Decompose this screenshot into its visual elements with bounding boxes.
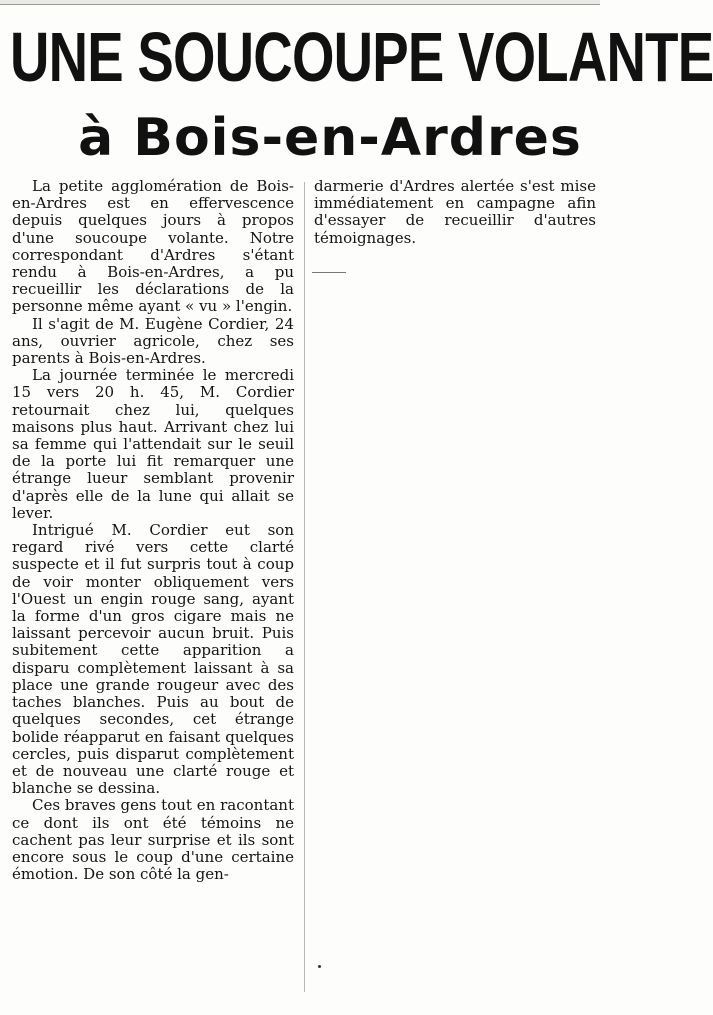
article-headline: UNE SOUCOUPE VOLANTE [10,18,713,96]
print-speck [318,965,321,968]
article-end-rule [312,272,346,273]
column-divider [304,182,305,992]
article-paragraph: Intrigué M. Cordier eut son regard rivé vers cette clarté suspecte et il fut surpris tout à coup de voir monter obliquement vers l'Ouest un engin rouge sang, ayant la forme d'un gros cigare mais ne laissant percevoir aucun bruit. Puis subitement cette apparition a disparu complètement laissant à sa place une grande rougeur avec des taches blanches. Puis au bout de quelques secondes, cet étrange bolide réapparut en faisant quelques cercles, puis disparut complètement et de nouveau une clarté rouge et blanche se dessina. [12,521,294,798]
article-paragraph: La journée terminée le mercredi 15 vers 20 h. 45, M. Cordier retournait chez lui, quelques maisons plus haut. Arrivant chez lui sa femme qui l'attendait sur le seuil de la porte lui fit remarquer une étrange lueur semblant provenir d'après elle de la lune qui allait se lever. [12,366,294,522]
article-subheadline: à Bois-en-Ardres [78,108,582,168]
article-column-left [12,178,294,883]
top-rule [0,0,600,5]
article-column-right [314,178,596,247]
article-paragraph-continued: darmerie d'Ardres alertée s'est mise immédiatement en campagne afin d'essayer de recueillir d'autres témoignages. [314,177,596,247]
article-paragraph: La petite agglomération de Bois-en-Ardres est en effervescence depuis quelques jours à propos d'une soucoupe volante. Notre correspondant d'Ardres s'étant rendu à Bois-en-Ardres, a pu recueillir les déclarations de la personne même ayant « vu » l'engin. [12,177,294,316]
article-paragraph: Il s'agit de M. Eugène Cordier, 24 ans, ouvrier agricole, chez ses parents à Bois-en-Ardres. [12,314,294,368]
article-paragraph: Ces braves gens tout en racontant ce dont ils ont été témoins ne cachent pas leur surprise et ils sont encore sous le coup d'une certaine émotion. De son côté la gen- [12,796,294,884]
